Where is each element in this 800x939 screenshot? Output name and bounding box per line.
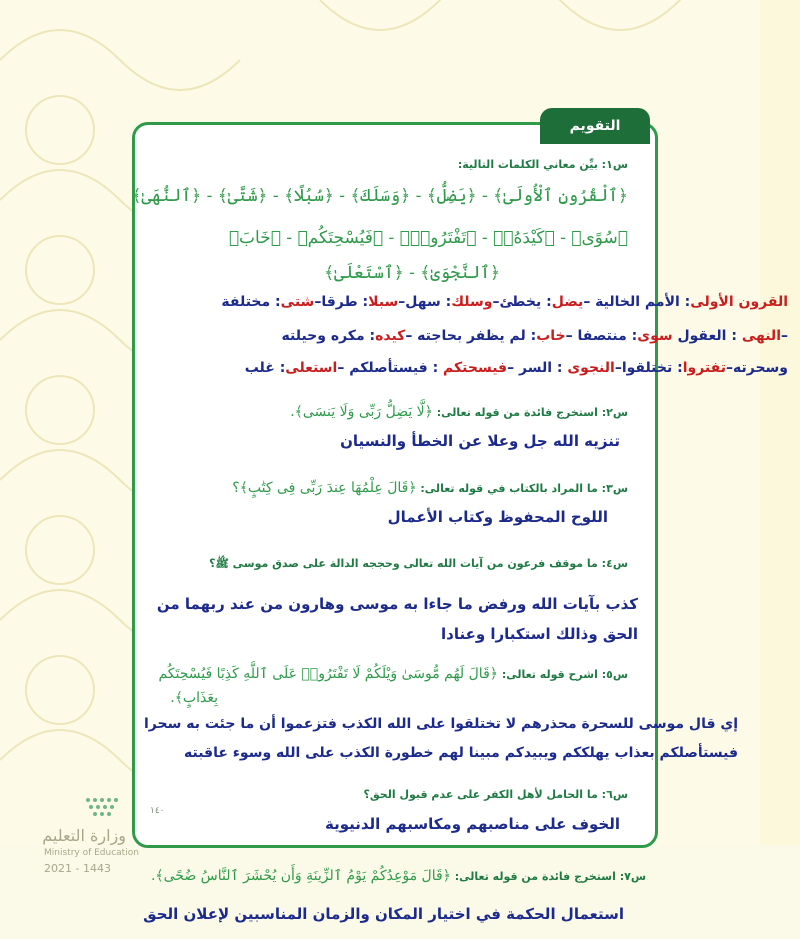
q7-answer: استعمال الحكمة في اختيار المكان والزمان المناسبين لإعلان الحق	[143, 905, 624, 923]
q7-verse: ﴿قَالَ مَوْعِدُكُمْ يَوْمُ ٱلزِّينَةِ وَأَن يُحْشَرَ ٱلنَّاسُ ضُحًى﴾.	[150, 868, 451, 884]
q1-answer-line1	[221, 294, 788, 310]
q5-answer-line2: فيستأصلكم بعذاب يهلككم ويبيدكم مبينا لهم خطورة الكذب على الله وسوء عاقبته	[183, 745, 738, 761]
q3-question	[232, 480, 628, 496]
q1-label: س١: بيِّن معاني الكلمات التالية:	[457, 158, 628, 171]
q1-words-row3: ﴿ٱلنَّجْوَىٰ﴾ - ﴿ٱسْتَعْلَىٰ﴾	[324, 263, 500, 283]
q1-term: وسلك	[451, 294, 493, 310]
q1-meaning: : تختلقوا–	[614, 360, 683, 376]
q1-term: كيده	[375, 328, 406, 344]
q1-answer-line2	[282, 328, 788, 344]
q2-question	[290, 404, 628, 420]
q1-meaning: : لم يظفر بحاجته –	[405, 328, 537, 344]
q5-question	[158, 666, 628, 682]
q1-term: النهى	[741, 328, 781, 344]
q1-meaning: : فيستأصلكم –	[337, 360, 444, 376]
q1-meaning: : سهل–	[398, 294, 452, 310]
q1-term: القرون الأولى	[690, 294, 788, 310]
q2-answer: تنزيه الله جل وعلا عن الخطأ والنسيان	[340, 432, 620, 450]
q7-label: س٧: استخرج فائدة من قوله تعالى:	[454, 870, 646, 883]
q4-label: س٤: ما موقف فرعون من آيات الله تعالى وحججه الدالة على صدق موسى ﷺ؟	[209, 557, 628, 570]
q1-term: النجوى	[567, 360, 615, 376]
q1-meaning: : منتصفا –	[565, 328, 638, 344]
q1-meaning: : غلب	[244, 360, 286, 376]
q1-words-row2: ﴿سُوًى﴾ - ﴿كَيْدَهُۥ﴾ - ﴿تَفْتَرُوا۟﴾ - ﴿فَيُسْحِتَكُم﴾ - ﴿خَابَ﴾	[228, 228, 628, 248]
ministry-name-en: Ministry of Education	[44, 848, 139, 858]
q2-verse: ﴿لَّا يَضِلُّ رَبِّى وَلَا يَنسَى﴾.	[290, 404, 433, 420]
q4-answer-line1: كذب بآيات الله ورفض ما جاءا به موسى وهارون من عند ربهما من	[156, 595, 638, 613]
q1-answer-line3	[245, 360, 788, 376]
q4-answer-line2: الحق وذالك استكبارا وعنادا	[441, 625, 638, 643]
right-margin-strip	[760, 0, 800, 939]
q1-meaning: : يخطئ–	[492, 294, 552, 310]
q5-label: س٥: اشرح قوله تعالى:	[501, 668, 628, 681]
q1-term: خاب	[536, 328, 566, 344]
q5-verse-line1: ﴿قَالَ لَهُم مُّوسَىٰ وَيْلَكُمْ لَا تَفْتَرُوا۟ عَلَى ٱللَّهِ كَذِبًا فَيُسْحِتَكُم	[158, 666, 498, 682]
q1-words-row1: ﴿ٱلْقُرُونِ ٱلْأُولَىٰ﴾ - ﴿يَضِلُّ﴾ - ﴿وَسَلَكَ﴾ - ﴿سُبُلًا﴾ - ﴿شَتَّىٰ﴾ - ﴿ٱلنُّهَىٰ﴾	[131, 186, 628, 206]
q2-label: س٢: استخرج فائدة من قوله تعالى:	[436, 406, 628, 419]
q1-term: استعلى	[285, 360, 338, 376]
q1-meaning: : مختلفة	[221, 294, 281, 310]
section-title-tab: التقويم	[540, 108, 650, 144]
q3-verse: ﴿قَالَ عِلْمُهَا عِندَ رَبِّى فِى كِتَٰبٍ﴾؟	[232, 480, 417, 496]
q1-term: فيسحتكم	[443, 360, 508, 376]
q1-term: تفتروا	[682, 360, 726, 376]
page-mark: ١٤٠	[150, 806, 165, 816]
ministry-logo-dots-icon	[84, 796, 120, 820]
q7-question	[151, 868, 646, 884]
q1-meaning: : مكره وحيلته	[281, 328, 376, 344]
q1-term: يضل	[551, 294, 584, 310]
q1-meaning: –	[781, 328, 788, 344]
q3-answer: اللوح المحفوظ وكتاب الأعمال	[387, 508, 608, 526]
ministry-name-ar: وزارة التعليم	[42, 826, 126, 845]
q3-label: س٣: ما المراد بالكتاب في قوله تعالى:	[420, 482, 628, 495]
q1-term: شتى	[280, 294, 315, 310]
q1-meaning: وسحرته–	[725, 360, 788, 376]
q6-label: س٦: ما الحامل لأهل الكفر على عدم قبول الحق؟	[363, 788, 628, 801]
q5-verse-line2: بِعَذَابٍ﴾.	[170, 690, 218, 706]
q1-meaning: : طرقا–	[314, 294, 369, 310]
q6-answer: الخوف على مناصبهم ومكاسبهم الدنيوية	[324, 815, 620, 833]
q1-term: سبلا	[368, 294, 399, 310]
ministry-year: 2021 - 1443	[44, 862, 111, 875]
q1-term: سوى	[637, 328, 673, 344]
q1-meaning: : العقول	[672, 328, 742, 344]
bottom-band	[0, 845, 800, 939]
q5-answer-line1: إي قال موسى للسحرة محذرهم لا تختلقوا على الله الكذب فتزعموا أن ما جئت به سحرا	[144, 716, 738, 732]
q1-meaning: : الأمم الخالية –	[583, 294, 691, 310]
q1-meaning: : السر –	[507, 360, 568, 376]
